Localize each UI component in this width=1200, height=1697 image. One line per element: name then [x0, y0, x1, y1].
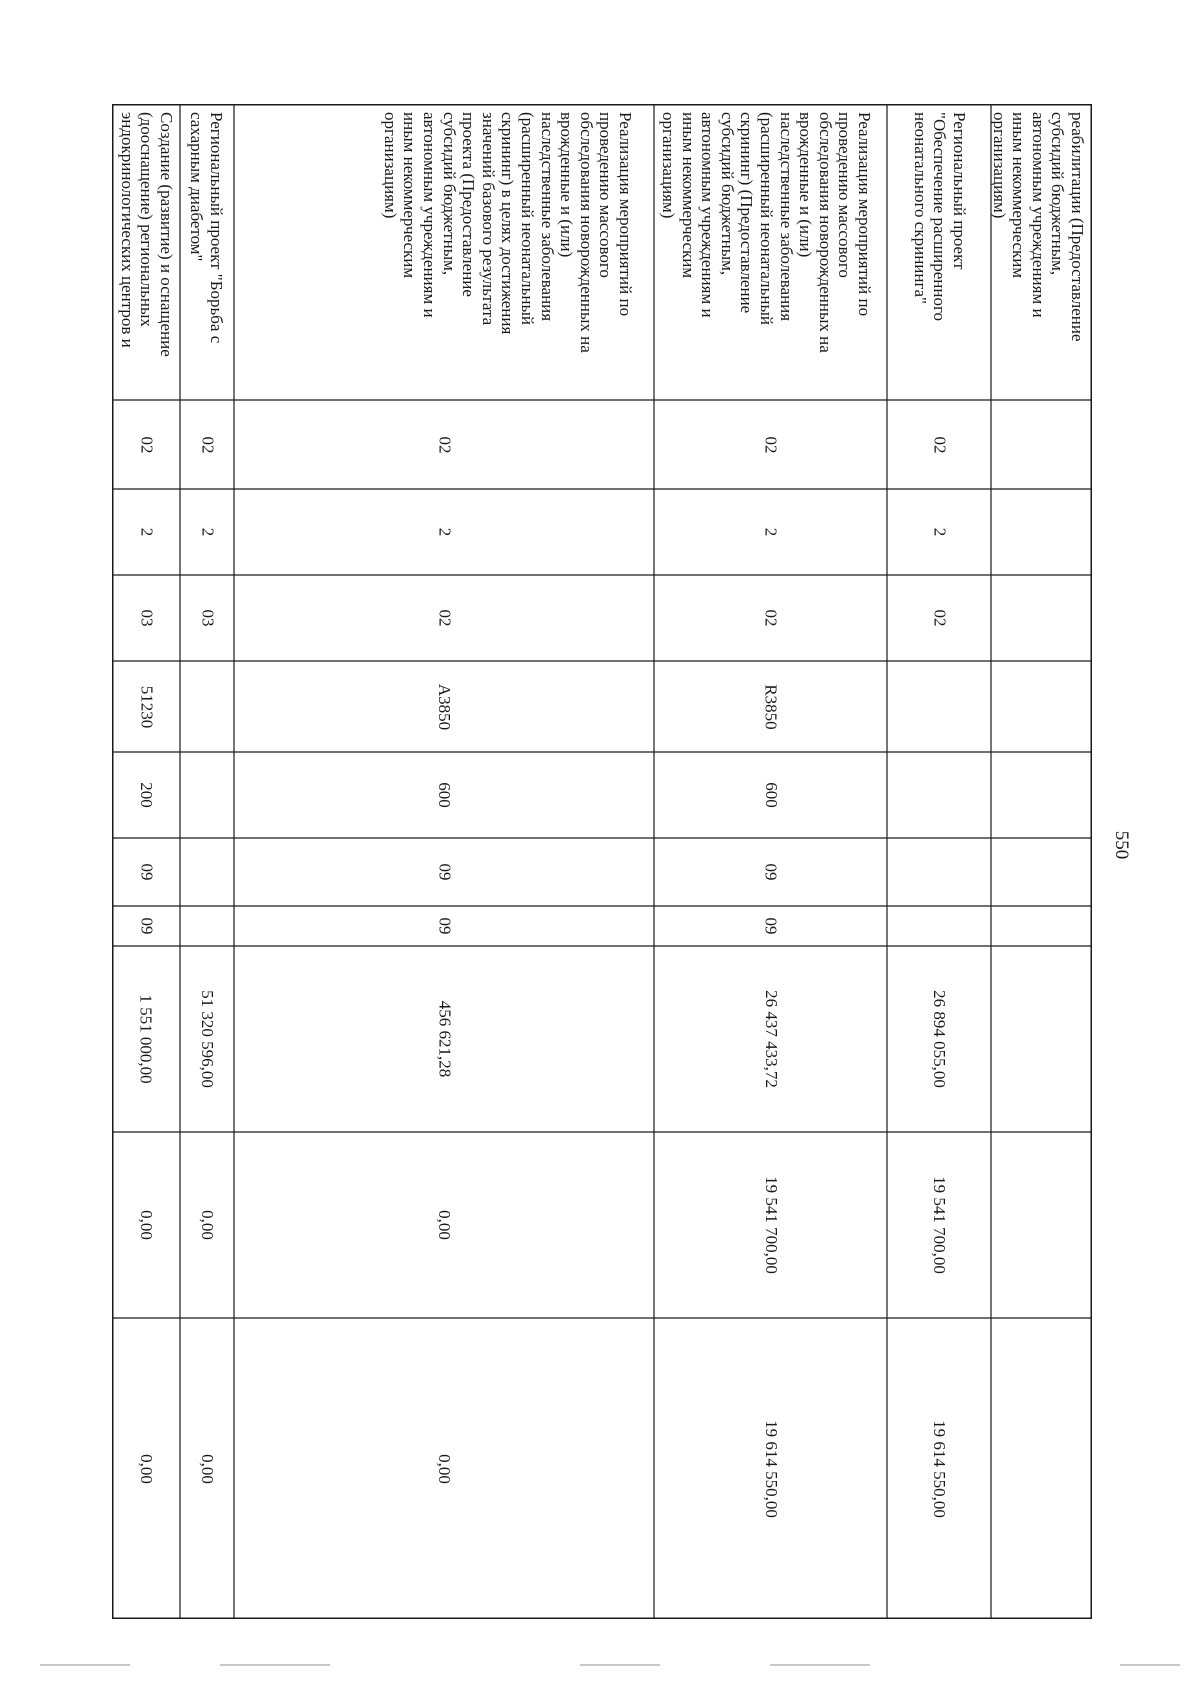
code-a: 02 [198, 436, 217, 453]
sum-cell [180, 946, 234, 1132]
sum-cell [234, 1132, 654, 1318]
code-e: 600 [435, 782, 454, 808]
code-cell [112, 752, 180, 838]
code-cell [112, 838, 180, 906]
scan-artifact [1120, 1664, 1180, 1666]
code-d: 51230 [137, 685, 156, 728]
code-cell [234, 489, 654, 575]
row-name: Региональный проект "Борьба с сахарным диабетом" [187, 112, 226, 344]
sum-cell [112, 1132, 180, 1318]
code-b: 2 [930, 527, 949, 537]
row-name: Реализация мероприятий по проведению массового обследования новорожденных на врожденные и (или) наследственные заболевания (расширенный неонатальный скрининг) (Предоставление субсидий бюджетным, автономным учреждениям и иным некоммерческим организациям) [659, 112, 874, 353]
code-c: 03 [198, 609, 217, 627]
code-g: 09 [137, 917, 156, 935]
code-c: 02 [930, 609, 949, 627]
code-cell [180, 575, 234, 661]
code-b: 2 [198, 527, 217, 537]
sum-cell [654, 1318, 887, 1619]
row-name: реабилитации (Предоставление субсидий бюджетным, автономным учреждениям и иным некоммерческим организациям) [989, 112, 1087, 342]
sum-3: 19 614 550,00 [761, 1419, 781, 1518]
code-e: 200 [137, 782, 156, 808]
code-d: R3850 [761, 683, 781, 730]
sum-cell [112, 946, 180, 1132]
code-cell [234, 661, 654, 752]
code-cell [654, 838, 887, 906]
sum-cell [654, 1132, 887, 1318]
code-a: 02 [435, 436, 454, 453]
code-a: 02 [930, 436, 949, 453]
code-b: 2 [761, 527, 781, 537]
sum-2: 19 541 700,00 [761, 1176, 781, 1274]
code-cell [112, 400, 180, 489]
code-cell [234, 838, 654, 906]
sum-3: 19 614 550,00 [930, 1419, 949, 1518]
row-name: Реализация мероприятий по проведению массового обследования новорожденных на врожденные и (или) наследственные заболевания (расширенный неонатальный скрининг) в целях достижения значений базового результата проекта (Предоставление субсидий бюджетным, автономным учреждениям и иным некоммерческим организациям) [380, 112, 635, 353]
code-a: 02 [761, 436, 781, 453]
sum-cell [180, 1318, 234, 1619]
sum-3: 0,00 [137, 1453, 156, 1484]
code-cell [887, 489, 991, 575]
code-a: 02 [137, 436, 156, 453]
table-row [991, 104, 1092, 400]
sum-cell [654, 946, 887, 1132]
page-number: 550 [1111, 830, 1132, 860]
sum-2: 19 541 700,00 [930, 1176, 949, 1274]
code-cell [234, 752, 654, 838]
code-b: 2 [137, 527, 156, 537]
sum-3: 0,00 [435, 1453, 454, 1484]
table-row [654, 104, 887, 400]
sum-cell [112, 1318, 180, 1619]
sum-3: 0,00 [198, 1453, 217, 1484]
code-cell [654, 400, 887, 489]
sum-1: 456 621,28 [435, 1000, 454, 1078]
sum-2: 0,00 [137, 1210, 156, 1240]
code-b: 2 [435, 527, 454, 537]
code-cell [234, 575, 654, 661]
table-row [112, 104, 180, 400]
code-cell [887, 575, 991, 661]
code-cell [180, 489, 234, 575]
code-c: 02 [761, 609, 781, 627]
code-g: 09 [435, 917, 454, 935]
code-cell [654, 661, 887, 752]
sum-cell [887, 946, 991, 1132]
code-cell [112, 661, 180, 752]
sum-1: 26 437 433,72 [761, 990, 781, 1088]
code-cell [234, 906, 654, 946]
code-cell [112, 906, 180, 946]
sum-cell [180, 1132, 234, 1318]
sum-2: 0,00 [435, 1210, 454, 1240]
code-cell [234, 400, 654, 489]
code-e: 600 [761, 782, 781, 808]
sum-cell [887, 1132, 991, 1318]
code-f: 09 [761, 863, 781, 881]
code-g: 09 [761, 917, 781, 935]
code-cell [112, 575, 180, 661]
code-cell [654, 489, 887, 575]
scan-artifact [580, 1664, 660, 1666]
code-d: А3850 [435, 683, 454, 730]
code-cell [654, 906, 887, 946]
scan-artifact [220, 1664, 330, 1666]
sum-1: 51 320 596,00 [198, 990, 217, 1088]
table-row [887, 104, 991, 400]
sum-1: 26 894 055,00 [930, 990, 949, 1088]
sum-cell [234, 946, 654, 1132]
code-cell [654, 752, 887, 838]
code-cell [180, 400, 234, 489]
row-name: Создание (развитие) и оснащение (дооснащение) региональных эндокринологических центров и [117, 112, 176, 357]
code-cell [887, 400, 991, 489]
code-f: 09 [137, 863, 156, 881]
sum-cell [887, 1318, 991, 1619]
sum-cell [234, 1318, 654, 1619]
sum-1: 1 551 000,00 [137, 994, 156, 1084]
sum-2: 0,00 [198, 1210, 217, 1240]
scan-artifact [770, 1664, 870, 1666]
table-row [180, 104, 234, 400]
row-name: Региональный проект "Обеспечение расширенного неонатального скрининга" [910, 112, 969, 322]
code-f: 09 [435, 863, 454, 881]
budget-table [112, 104, 1092, 1619]
table-row [234, 104, 654, 400]
code-cell [654, 575, 887, 661]
code-c: 02 [435, 609, 454, 627]
code-cell [112, 489, 180, 575]
scan-artifact [40, 1664, 130, 1666]
code-c: 03 [137, 609, 156, 627]
